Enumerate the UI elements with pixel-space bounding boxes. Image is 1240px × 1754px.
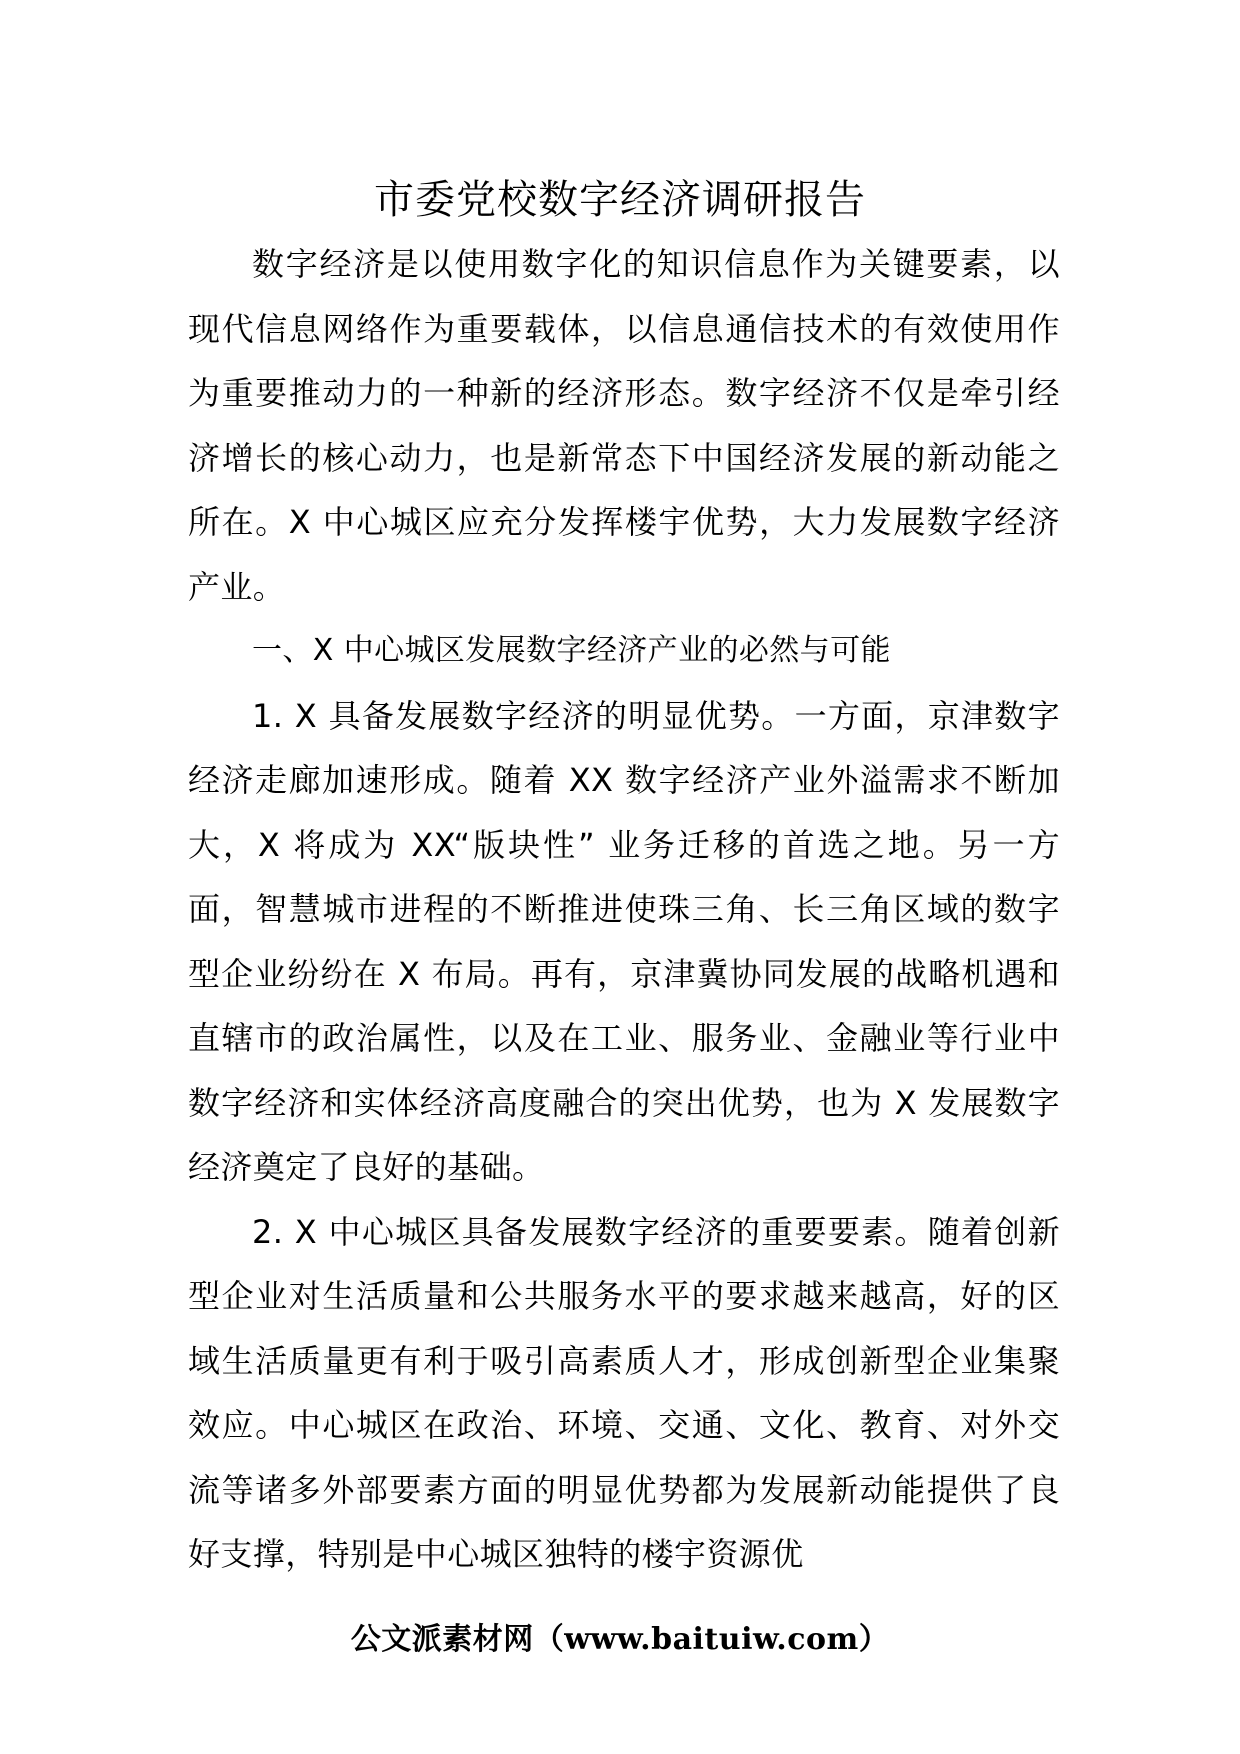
paragraph-intro: 数字经济是以使用数字化的知识信息作为关键要素，以现代信息网络作为重要载体，以信息通信技术的有效使用作为重要推动力的一种新的经济形态。数字经济不仅是牵引经济增长的核心动力，也是新常态下中国经济发展的新动能之所在。X 中心城区应充分发挥楼宇优势，大力发展数字经济产业。 [188, 245, 1060, 606]
paragraph-point-1: 1. X 具备发展数字经济的明显优势。一方面，京津数字经济走廊加速形成。随着 XX 数字经济产业外溢需求不断加大，X 将成为 XX“版块性” 业务迁移的首选之地。另一方面，智慧城市进程的不断推进使珠三角、长三角区域的数字型企业纷纷在 X 布局。再有，京津冀协同发展的战略机遇和直辖市的政治属性，以及在工业、服务业、金融业等行业中数字经济和实体经济高度融合的突出优势，也为 X 发展数字经济奠定了良好的基础。 [188, 696, 1060, 1186]
document-body [188, 232, 1060, 1587]
document-title: 市委党校数字经济调研报告 [374, 177, 866, 223]
paragraph-point-2: 2. X 中心城区具备发展数字经济的重要要素。随着创新型企业对生活质量和公共服务水平的要求越来越高，好的区域生活质量更有利于吸引高素质人才，形成创新型企业集聚效应。中心城区在政治、环境、交通、文化、教育、对外交流等诸多外部要素方面的明显优势都为发展新动能提供了良好支撑，特别是中心城区独特的楼宇资源优 [188, 1212, 1060, 1573]
footer-watermark: 公文派素材网（www.baituiw.com） [350, 1622, 890, 1657]
section-heading-1: 一、X 中心城区发展数字经济产业的必然与可能 [252, 633, 891, 668]
